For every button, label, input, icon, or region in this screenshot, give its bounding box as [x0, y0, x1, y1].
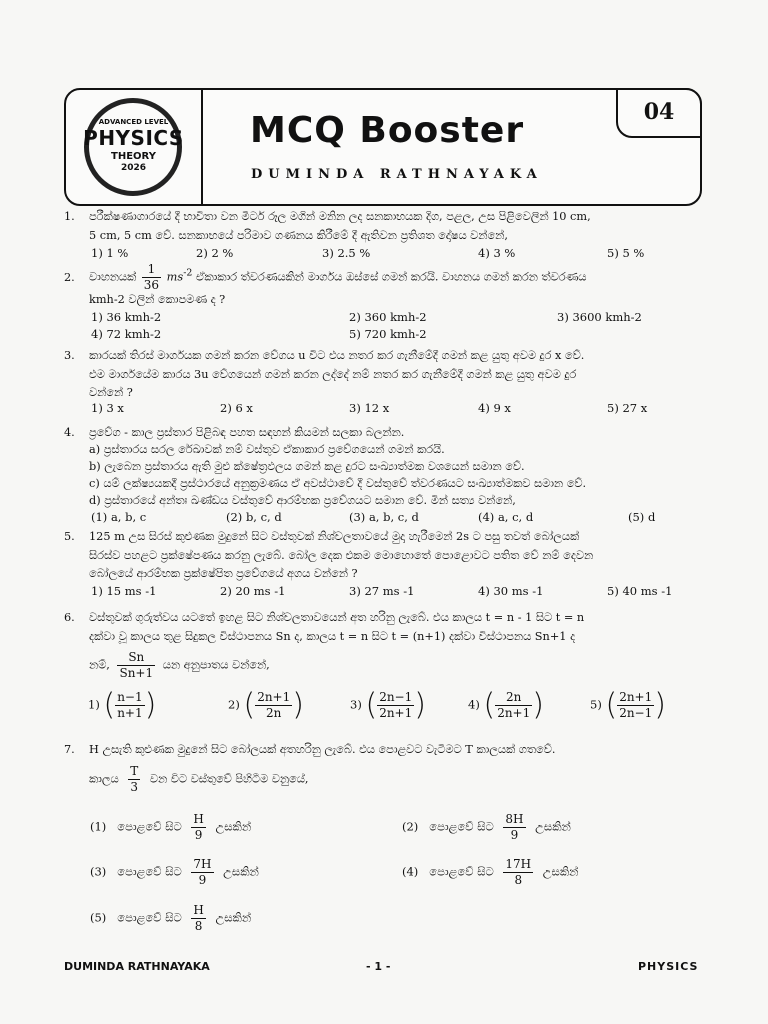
option: 1) 1 % [91, 246, 129, 260]
question-text: kmh-2 වලින් කොපමණ ද ? [89, 293, 226, 306]
option: 3) 3600 kmh-2 [557, 310, 642, 324]
question-number: 3. [64, 349, 75, 362]
fraction-numerator: 1 [142, 262, 161, 278]
question-text: H උසැති කුළුණක මුදුනේ සිට බෝලයක් අතහරිනු ලැබේ. එය පොළවට වැටීමට T කාලයක් ගතවේ. [89, 743, 556, 756]
fraction-denominator: 2n+1 [497, 706, 531, 720]
option [90, 812, 251, 843]
question-text-post: වන විට වස්තුවේ පිහිටීම වනුයේ, [149, 772, 309, 786]
logo-sub-text: THEORY [111, 151, 156, 162]
question-text [89, 650, 270, 681]
option: 3) 12 x [349, 401, 390, 415]
question-text: ප්‍රවේග - කාල ප්‍රස්තාර පිළිබඳ පහත සඳහන් කියමන් සලකා බලන්න. [89, 426, 405, 439]
question-text: සිරස්ව පහළට ප්‍රක්ෂේපණය කරනු ලැබේ. බෝල දෙක එකම මොහොතේ පොළොවට පතිත වේ නම් දෙවන [89, 549, 594, 562]
option-fraction [377, 690, 414, 721]
option-text: පොළවේ සිට [117, 819, 182, 834]
question-text: වස්තුවක් ගුරුත්වය යටතේ ඉහළ සිට නිශ්චලතාවයෙන් අත හරිනු ලැබේ. එය කාලය t = n - 1 සිට t = n [89, 611, 585, 624]
option: 2) 2 % [196, 246, 234, 260]
option-fraction [617, 690, 654, 721]
option: 3) ( $\frac{2n-1}{2n+1}$ ) [350, 687, 426, 723]
option-fraction [503, 812, 525, 843]
option-label: 1) [88, 697, 100, 712]
fraction-numerator: 17H [505, 857, 532, 871]
fraction-denominator: 8 [514, 873, 523, 887]
option: 2) 6 x [220, 401, 253, 415]
option: (1) a, b, c [91, 510, 147, 524]
option-text: උසකින් [535, 819, 571, 834]
option-fraction [495, 690, 532, 721]
fraction-denominator: n+1 [117, 706, 143, 720]
option-label: (3) [90, 864, 107, 879]
option-label: 3) [350, 697, 362, 712]
option-text: පොළවේ සිට [117, 910, 182, 925]
option: 3) 2.5 % [322, 246, 371, 260]
fraction-denominator: Sn+1 [119, 666, 154, 680]
logo-cell [66, 90, 203, 204]
option: 5) 5 % [607, 246, 645, 260]
question-text: දක්වා වූ කාලය තුළ සිදුකල විස්ථාපනය Sn ද, කාලය t = n සිට t = (n+1) දක්වා විස්ථාපනය Sn+1 ද [89, 630, 576, 643]
question-text-rest: ඒකාකාර ත්වරණයකින් මාර්ගය ඔස්සේ ගමන් කරයි. වාහනය ගමන් කරන ත්වරණය [195, 270, 587, 284]
logo-year-text: 2026 [120, 163, 147, 173]
statement-c: c) යම් ලක්ෂ්‍යයකදී ප්‍රස්ථාරයේ අනුක්‍රමණය ඒ අවස්ථාවේ දී වස්තුවේ ත්වරණයට සංඛ්‍යාත්මකව සමාන වේ. [89, 477, 587, 490]
fraction-denominator: 9 [510, 828, 519, 842]
option-text: උසකින් [215, 910, 252, 925]
fraction-denominator: 9 [198, 873, 207, 887]
statement-a: a) ප්‍රස්තාරය සරල රේඛාවක් නම් වස්තුව ඒකාකාර ප්‍රවේගයෙන් ගමන් කරයි. [89, 443, 445, 456]
option: (2) b, c, d [226, 510, 282, 524]
page-title: MCQ Booster [250, 110, 525, 151]
fraction-denominator: 8 [194, 919, 203, 933]
option-text: පොළවේ සිට [429, 819, 494, 834]
option-label: (1) [90, 819, 107, 834]
header-box [64, 88, 702, 206]
option-label: 4) [468, 697, 480, 712]
question-text: බෝලයේ ආරම්භක ප්‍රක්ෂේපිත ප්‍රවේගයේ අගය වන්නේ ? [89, 567, 358, 580]
option-text: පොළවේ සිට [429, 864, 494, 879]
ratio-fraction [117, 650, 155, 681]
option-fraction [503, 857, 533, 888]
fraction-denominator: 2n [266, 706, 282, 720]
option: 1) ( $\frac{n-1}{n+1}$ ) [88, 687, 157, 723]
question-text: කාරයක් තිරස් මාර්ගයක ගමන් කරන වේගය u විට එය නතර කර ගැනීමේදී ගමන් කළ යුතු අවම දුර x වේ. [89, 349, 585, 362]
question-text-pre: වාහනයක් [89, 270, 137, 284]
question-number: 2. [64, 271, 75, 284]
statement-b: b) ලැබෙන ප්‍රස්තාරය ඇති මුළු ක්ෂේත්‍රඵලය ගමන් කළ දුරට සංඛ්‍යාත්මක වශයෙන් සමාන වේ. [89, 460, 525, 473]
fraction-denominator: 2n−1 [619, 706, 653, 720]
option: (4) a, c, d [478, 510, 534, 524]
fraction-numerator: Sn [117, 650, 155, 666]
fraction-numerator: H [193, 903, 204, 917]
option: 4) 9 x [478, 401, 511, 415]
option-fraction [191, 857, 213, 888]
option-text: පොළවේ සිට [117, 864, 182, 879]
fraction-numerator: 2n [495, 690, 532, 706]
paper-number: 04 [643, 99, 675, 125]
fraction-numerator: 7H [193, 857, 212, 871]
option-fraction [191, 903, 205, 934]
fraction-numerator: 2n+1 [257, 690, 291, 704]
fraction-numerator: H [193, 812, 204, 826]
question-number: 6. [64, 611, 75, 624]
option: 4) 3 % [478, 246, 516, 260]
unit-exponent: -2 [183, 267, 193, 279]
logo-main-text: PHYSICS [83, 126, 184, 150]
question-text: පරීක්ෂණාගාරයේ දී භාවිතා වන මීටර් රූල මගින් මනින ලද සනකාභයක දිග, පළල, උස පිළිවෙලින් 10 cm, [89, 210, 591, 223]
question-number: 1. [64, 210, 75, 223]
option: 2) 360 kmh-2 [349, 310, 427, 324]
option: 4) 30 ms -1 [478, 584, 544, 598]
option: 2) ( $\frac{2n+1}{2n}$ ) [228, 687, 304, 723]
footer-subject: PHYSICS [638, 960, 699, 973]
fraction-denominator: 9 [194, 828, 203, 842]
option-fraction [191, 812, 205, 843]
fraction-numerator: T [130, 764, 139, 778]
option: 5) 40 ms -1 [607, 584, 673, 598]
option-label: 2) [228, 697, 240, 712]
question-text-post: යන අනුපාතය වන්නේ, [162, 658, 270, 672]
statement-d: d) ප්‍රස්තාරයේ අන්තඃ ඛණ්ඩය වස්තුවේ ආරම්භක ප්‍රවේගයට සමාන වේ. මින් සත්‍ය වන්නේ, [89, 494, 516, 507]
option [90, 857, 259, 888]
question-text: වන්නේ ? [89, 386, 133, 399]
option-fraction [115, 690, 144, 721]
question-text: එම මාර්ගයේම කාරය 3u වේගයෙන් ගමන් කරන ලද්දේ නම් නතර කර ගැනීමේදී ගමන් කළ යුතු අවම දුර [89, 368, 577, 381]
option: 1) 36 kmh-2 [91, 310, 162, 324]
option: 5) 27 x [607, 401, 648, 415]
option-label: (4) [402, 864, 419, 879]
question-text [89, 764, 308, 795]
option: 4) ( $\frac{2n}{2n+1}$ ) [468, 687, 544, 723]
option [402, 812, 571, 843]
option: 1) 3 x [91, 401, 124, 415]
option: (3) a, b, c, d [349, 510, 419, 524]
option: 1) 15 ms -1 [91, 584, 157, 598]
question-number: 4. [64, 426, 75, 439]
option-label: 5) [590, 697, 602, 712]
fraction-numerator: n−1 [117, 690, 143, 704]
fraction-denominator: 3 [130, 780, 139, 794]
option-label: (5) [90, 910, 107, 925]
question-text-pre: කාලය [89, 772, 119, 786]
author-name: DUMINDA RATHNAYAKA [251, 167, 543, 182]
option: 2) 20 ms -1 [220, 584, 286, 598]
question-text: 5 cm, 5 cm වේ. සනකාභයේ පරිමාව ගණනය කිරීමේ දී ඇතිවන ප්‍රතිශත දෝෂය වන්නේ, [89, 229, 508, 242]
fraction-denominator: 36 [143, 278, 160, 292]
page-number: - 1 - [366, 960, 391, 973]
option-fraction [255, 690, 292, 721]
time-fraction [128, 764, 140, 795]
option-text: උසකින් [215, 819, 252, 834]
option: 3) 27 ms -1 [349, 584, 415, 598]
question-text-pre: නම්, [89, 658, 110, 672]
acceleration-fraction [142, 262, 161, 293]
option [90, 903, 251, 934]
question-number: 5. [64, 530, 75, 543]
fraction-numerator: 2n+1 [619, 690, 653, 704]
option-label: (2) [402, 819, 419, 834]
question-text: 125 m උස සිරස් කුළුණක මුදුනේ සිට වස්තුවක් නිශ්චලතාවයේ මුදා හැරීමෙන් 2s ට පසු තවත් බෝලයක් [89, 530, 580, 543]
option: 4) 72 kmh-2 [91, 327, 162, 341]
paper-number-tab [616, 88, 702, 138]
option-text: උසකින් [223, 864, 259, 879]
footer-author: DUMINDA RATHNAYAKA [64, 960, 210, 973]
option: 5) ( $\frac{2n+1}{2n-1}$ ) [590, 687, 666, 723]
fraction-denominator: 2n+1 [379, 706, 413, 720]
logo-top-text: ADVANCED LEVEL [98, 118, 169, 126]
option [402, 857, 579, 888]
question-number: 7. [64, 743, 75, 756]
option-text: උසකින් [542, 864, 579, 879]
fraction-numerator: 8H [505, 812, 524, 826]
fraction-numerator: 2n−1 [379, 690, 413, 704]
option: (5) d [628, 510, 656, 524]
unit: ms [166, 270, 184, 284]
question-text [89, 262, 586, 293]
option: 5) 720 kmh-2 [349, 327, 427, 341]
